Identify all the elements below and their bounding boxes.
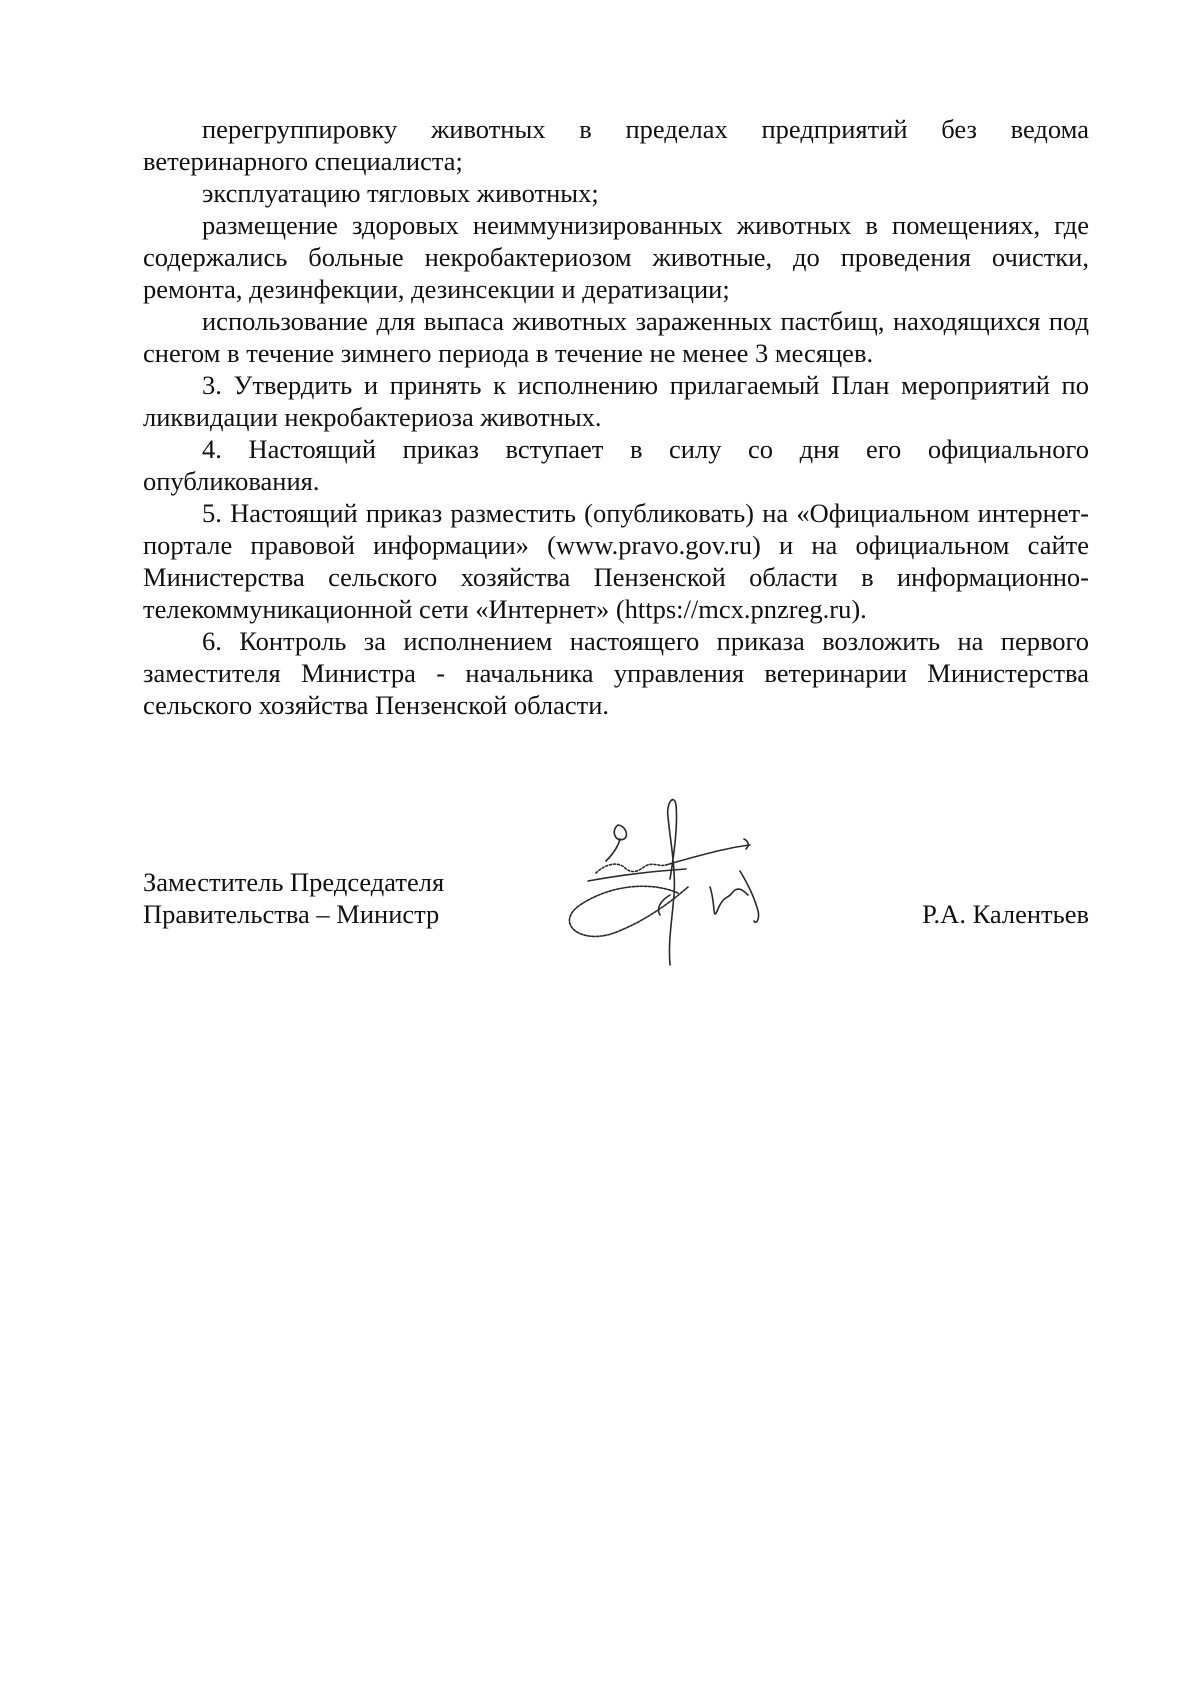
- signer-position: [143, 866, 444, 930]
- paragraph-item-3: 3. Утвердить и принять к исполнению прилагаемый План мероприятий по ликвидации некробактериоза животных.: [143, 370, 1089, 432]
- paragraph-regrouping: перегруппировку животных в пределах предприятий без ведома ветеринарного специалиста;: [143, 114, 1089, 176]
- paragraph-housing: размещение здоровых неиммунизированных животных в помещениях, где содержались больные некробактериозом животные, до проведения очистки, ремонта, дезинфекции, дезинсекции и дератизации;: [143, 210, 1089, 304]
- document-body: [143, 113, 1089, 721]
- paragraph-item-4: 4. Настоящий приказ вступает в силу со дня его официального опубликования.: [143, 434, 1089, 496]
- handwritten-signature: [560, 795, 820, 985]
- paragraph-item-6: 6. Контроль за исполнением настоящего приказа возложить на первого заместителя Министра - начальника управления ветеринарии Министерства сельского хозяйства Пензенской области.: [143, 626, 1089, 720]
- paragraph-pastures: использование для выпаса животных зараженных пастбищ, находящихся под снегом в течение зимнего периода в течение не менее 3 месяцев.: [143, 306, 1089, 368]
- signer-position-line-2: Правительства – Министр: [143, 899, 440, 929]
- paragraph-draft-animals: эксплуатацию тягловых животных;: [202, 178, 599, 208]
- paragraph-item-5: 5. Настоящий приказ разместить (опубликовать) на «Официальном интернет-портале правовой информации» (www.pravo.gov.ru) и на официальном сайте Министерства сельского хозяйства Пензенской области в информационно-телекоммуникационной сети «Интернет» (https://mcx.pnzreg.ru).: [143, 498, 1089, 624]
- signer-position-line-1: Заместитель Председателя: [143, 867, 445, 897]
- signer-name: Р.А. Калентьев: [922, 899, 1089, 929]
